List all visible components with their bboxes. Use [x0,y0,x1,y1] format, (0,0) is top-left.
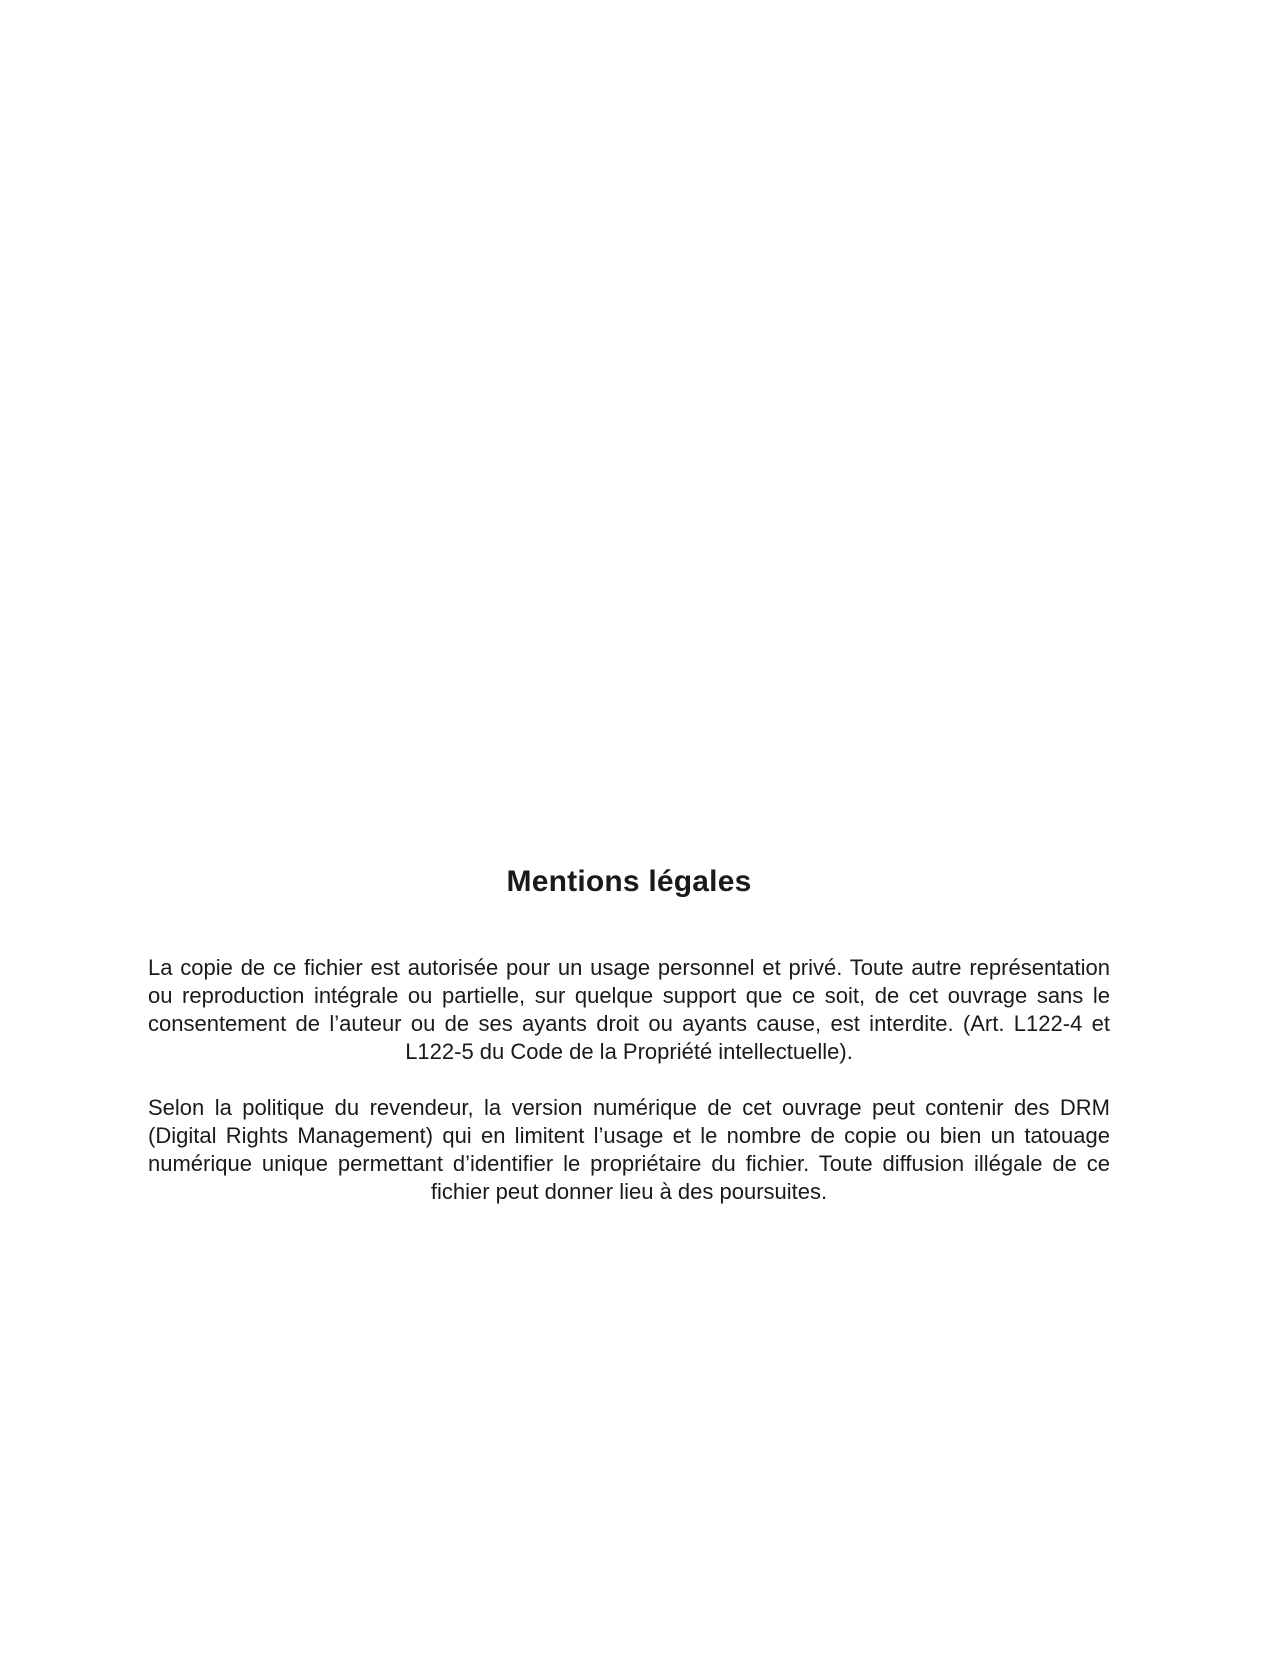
drm-notice-paragraph: Selon la politique du revendeur, la version numérique de cet ouvrage peut contenir des DRM (Digital Rights Management) qui en limitent l’usage et le nombre de copie ou bien un tatouage numérique unique permettant d’identifier le propriétaire du fichier. Toute diffusion illégale de ce fichier peut donner lieu à des poursuites. [148,1095,1110,1204]
legal-notice-section [148,862,1110,1206]
legal-notice-title: Mentions légales [506,865,752,898]
copy-rights-paragraph: La copie de ce fichier est autorisée pour un usage personnel et privé. Toute autre représentation ou reproduction intégrale ou partielle, sur quelque support que ce soit, de cet ouvrage sans le consentement de l’auteur ou de ses ayants droit ou ayants cause, est interdite. (Art. L122-4 et L122-5 du Code de la Propriété intellectuelle). [148,955,1110,1064]
